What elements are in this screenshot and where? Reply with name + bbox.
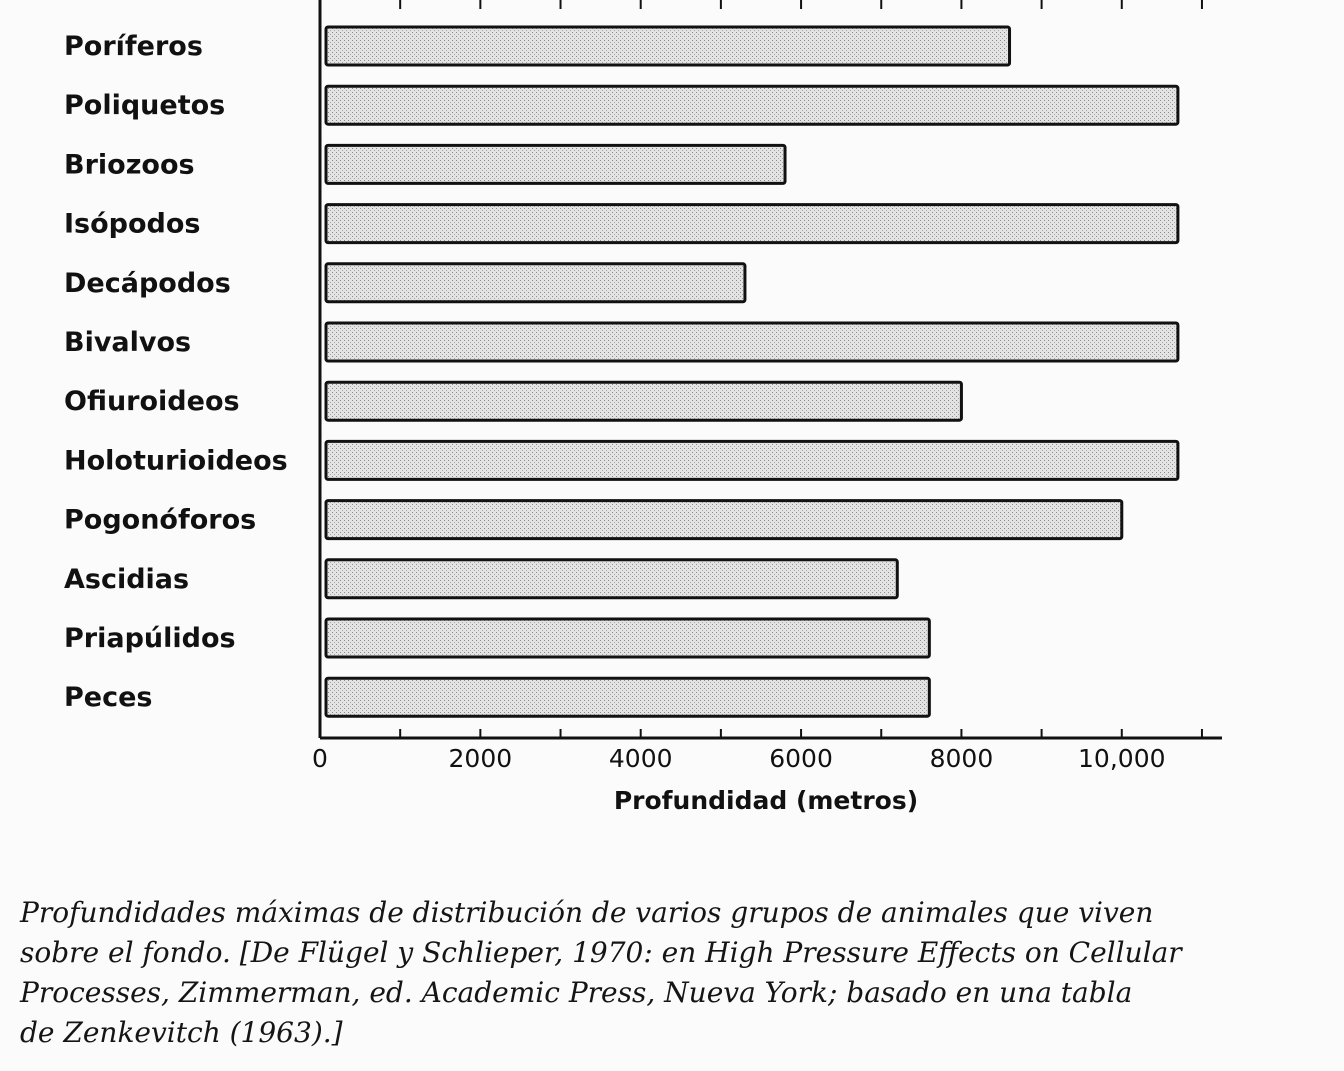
category-labels: [64, 31, 288, 713]
bars-group: [326, 27, 1178, 716]
figure-caption: [20, 893, 1320, 1053]
caption-line: Profundidades máximas de distribución de varios grupos de animales que viven: [20, 896, 1154, 929]
caption-line: Processes, Zimmerman, ed. Academic Press, Nueva York; basado en una tabla: [20, 976, 1133, 1009]
bar: [326, 205, 1178, 243]
bar: [326, 27, 1010, 65]
x-tick-label: 0: [312, 744, 328, 773]
bar: [326, 441, 1178, 479]
category-label: Ascidias: [64, 563, 190, 595]
category-label: Poliquetos: [64, 90, 226, 122]
category-label: Pogonóforos: [64, 504, 257, 536]
x-axis-title: Profundidad (metros): [613, 786, 919, 815]
x-tick-label: 2000: [448, 744, 513, 773]
category-label: Poríferos: [64, 31, 203, 62]
bar: [326, 678, 929, 716]
category-label: Briozoos: [64, 149, 195, 181]
x-tick-label: 4000: [608, 744, 673, 773]
caption-line: de Zenkevitch (1963).]: [20, 1016, 343, 1049]
category-label: Isópodos: [64, 208, 201, 240]
x-tick-label: 6000: [769, 744, 833, 773]
bar: [326, 264, 745, 302]
category-label: Peces: [64, 682, 153, 714]
category-label: Decápodos: [64, 267, 231, 299]
category-label: Ofiuroideos: [64, 386, 240, 418]
bar: [326, 323, 1178, 361]
bar: [326, 501, 1122, 539]
x-tick-label: 10,000: [1078, 744, 1166, 773]
bar: [326, 145, 785, 183]
category-label: Holoturioideos: [64, 445, 288, 477]
bar: [326, 619, 929, 657]
bar: [326, 86, 1178, 124]
category-label: Bivalvos: [64, 327, 192, 358]
x-tick-label: 8000: [929, 744, 994, 773]
bar: [326, 382, 961, 420]
category-label: Priapúlidos: [64, 623, 236, 654]
caption-line: sobre el fondo. [De Flügel y Schlieper, 1970: en High Pressure Effects on Cellular: [20, 936, 1182, 969]
bar: [326, 560, 897, 598]
